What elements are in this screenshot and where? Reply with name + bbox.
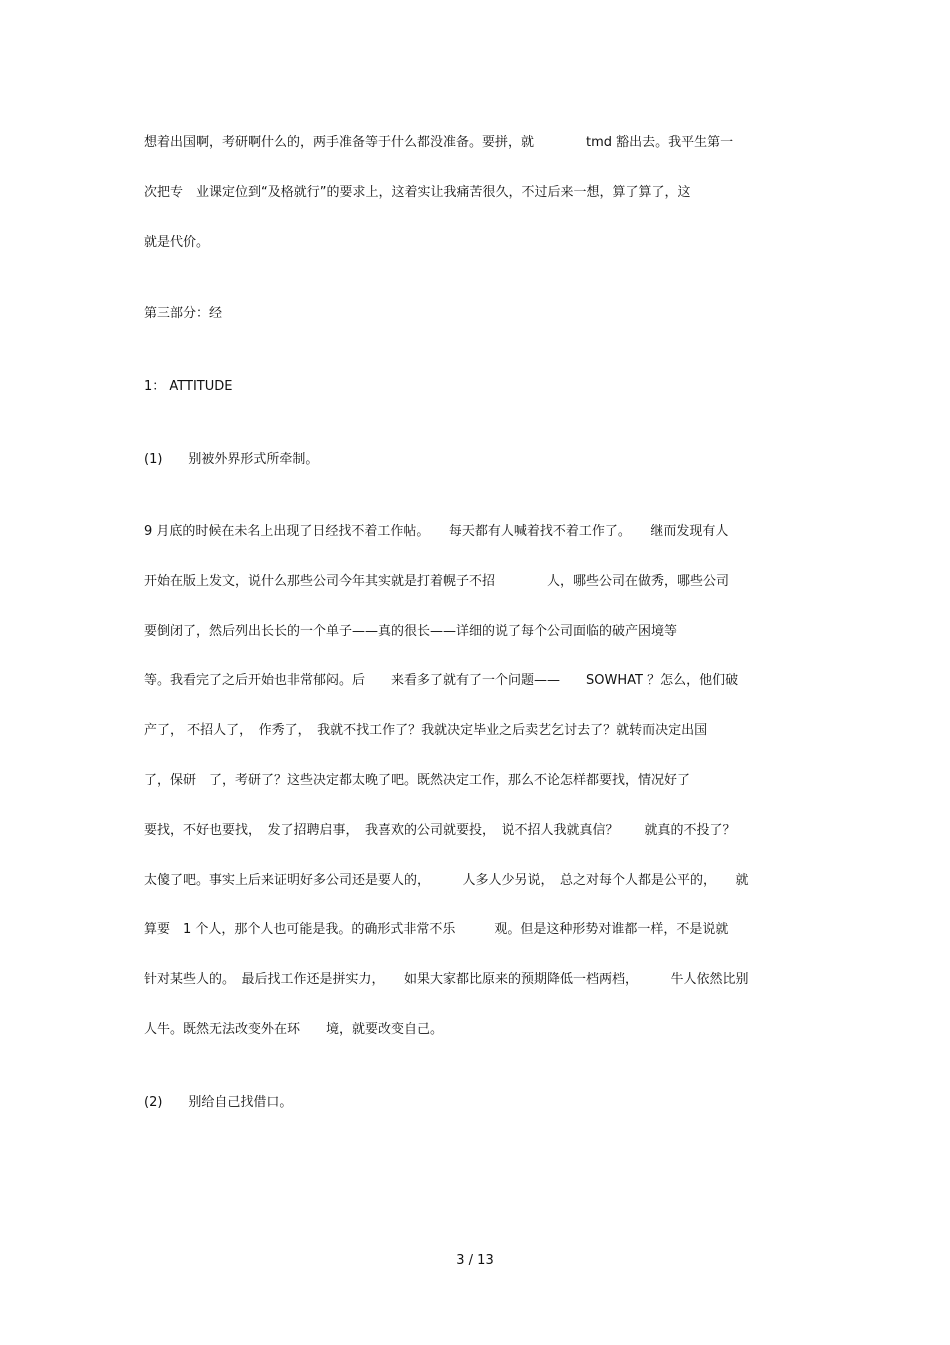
page-number: 3 / 13 — [456, 1253, 494, 1268]
paragraph-line: 太傻了吧。事实上后来证明好多公司还是要人的， 人多人少另说， 总之对每个人都是公平的， 就 — [144, 873, 749, 888]
paragraph-line: 要倒闭了，然后列出长长的一个单子——真的很长——详细的说了每个公司面临的破产困境等 — [144, 624, 678, 639]
item-heading: (1) 别被外界形式所牵制。 — [144, 452, 319, 467]
paragraph-line: 了，保研 了，考研了？这些决定都太晚了吧。既然决定工作，那么不论怎样都要找，情况好了 — [144, 773, 691, 788]
paragraph-line: 9 月底的时候在未名上出现了日经找不着工作帖。 每天都有人喊着找不着工作了。 继而发现有人 — [144, 524, 729, 539]
subsection-heading: 1： ATTITUDE — [144, 379, 233, 394]
item-heading: (2) 别给自己找借口。 — [144, 1095, 293, 1110]
section-heading: 第三部分：经 — [144, 306, 223, 321]
paragraph-line: 想着出国啊，考研啊什么的，两手准备等于什么都没准备。要拼，就 tmd 豁出去。我平生第一 — [144, 135, 734, 150]
paragraph-line: 次把专 业课定位到“及格就行”的要求上，这着实让我痛苦很久，不过后来一想，算了算了，这 — [144, 185, 691, 200]
paragraph-line: 就是代价。 — [144, 235, 210, 250]
paragraph-line: 要找，不好也要找， 发了招聘启事， 我喜欢的公司就要投， 说不招人我就真信？ 就真的不投了？ — [144, 823, 736, 838]
paragraph-line: 人牛。既然无法改变外在环 境，就要改变自己。 — [144, 1022, 444, 1037]
paragraph-line: 等。我看完了之后开始也非常郁闷。后 来看多了就有了一个问题—— SOWHAT ？怎么，他们破 — [144, 673, 739, 688]
paragraph-line: 开始在版上发文，说什么那些公司今年其实就是打着幌子不招 人，哪些公司在做秀，哪些公司 — [144, 574, 730, 589]
paragraph-line: 针对某些人的。 最后找工作还是拼实力， 如果大家都比原来的预期降低一档两档， 牛人依然比别 — [144, 972, 749, 987]
paragraph-line: 算要 1 个人，那个人也可能是我。的确形式非常不乐 观。但是这种形势对谁都一样，不是说就 — [144, 922, 729, 937]
paragraph-line: 产了， 不招人了， 作秀了， 我就不找工作了？我就决定毕业之后卖艺乞讨去了？就转而决定出国 — [144, 723, 708, 738]
